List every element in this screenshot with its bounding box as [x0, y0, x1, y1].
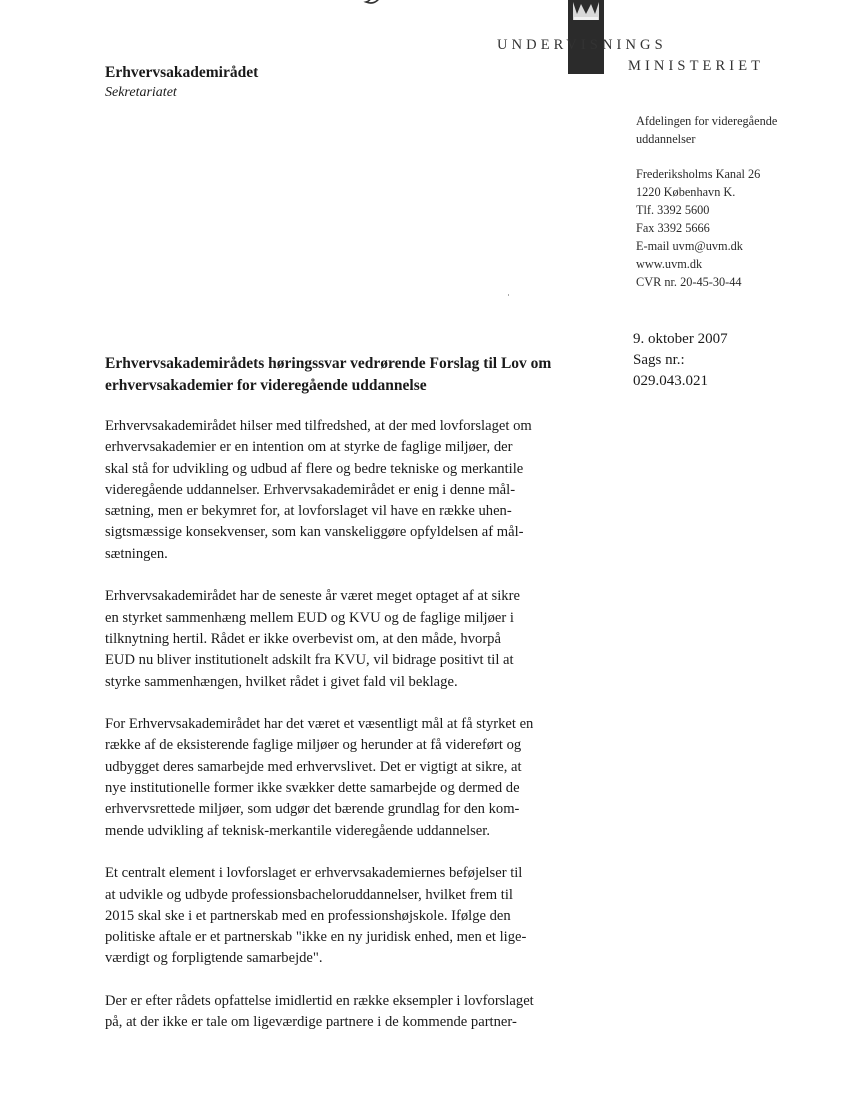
sender-address-block: [636, 112, 836, 291]
email-address: E-mail uvm@uvm.dk: [636, 239, 743, 253]
body-line: sætningen.: [105, 545, 168, 562]
body-line: udbygget deres samarbejde med erhvervslivet. Det er vigtigt at sikre, at: [105, 758, 522, 775]
body-line: skal stå for udvikling og udbud af flere og bedre tekniske og merkantile: [105, 460, 524, 477]
body-paragraph: [105, 416, 595, 565]
body-line: på, at der ikke er tale om ligeværdige partnere i de kommende partner-: [105, 1014, 517, 1031]
fax-number: Fax 3392 5666: [636, 221, 710, 235]
body-line: EUD nu bliver institutionelt adskilt fra KVU, vil bidrage positivt til at: [105, 652, 514, 669]
case-number: 029.043.021: [633, 373, 708, 389]
body-line: at udvikle og udbyde professionsbacheloruddannelser, hvilket frem til: [105, 886, 513, 903]
case-number-label: Sags nr.:: [633, 352, 685, 368]
date-case-block: [633, 329, 728, 392]
website: www.uvm.dk: [636, 257, 703, 271]
body-line: For Erhvervsakademirådet har det været et væsentligt mål at få styrket en: [105, 716, 534, 733]
body-paragraph: [105, 863, 595, 969]
ministry-name-line1: UNDERVISNINGS: [497, 37, 667, 53]
body-line: styrke sammenhængen, hvilket rådet i givet fald vil beklage.: [105, 673, 458, 690]
partial-emblem-icon: [330, 0, 400, 13]
body-line: værdigt og forpligtende samarbejde".: [105, 950, 323, 967]
cvr-number: CVR nr. 20-45-30-44: [636, 275, 742, 289]
body-line: sætning, men er bekymret for, at lovforslaget vil have en række uhen-: [105, 503, 512, 520]
subject-line: erhvervsakademier for videregående uddannelse: [105, 376, 427, 394]
body-line: erhvervsakademier er en intention om at styrke de faglige miljøer, der: [105, 439, 513, 456]
body-line: tilknytning hertil. Rådet er ikke overbevist om, at den måde, hvorpå: [105, 630, 501, 647]
body-paragraph: [105, 991, 595, 1034]
body-line: Erhvervsakademirådet hilser med tilfredshed, at der med lovforslaget om: [105, 418, 532, 434]
subject-line: Erhvervsakademirådets høringssvar vedrørende Forslag til Lov om: [105, 355, 552, 372]
department-line: Afdelingen for videregående: [636, 114, 778, 128]
body-line: erhvervsrettede miljøer, som udgør det bærende grundlag for den kom-: [105, 801, 520, 818]
body-paragraph: [105, 714, 595, 842]
body-line: sigtsmæssige konsekvenser, som kan vanskeliggøre opfyldelsen af mål-: [105, 524, 524, 541]
body-line: nye institutionelle former ikke svækker dette samarbejde og dermed de: [105, 780, 520, 797]
body-line: Der er efter rådets opfattelse imidlertid en række eksempler i lovforslaget: [105, 993, 534, 1010]
phone-number: Tlf. 3392 5600: [636, 203, 710, 217]
ministry-name-line2: MINISTERIET: [628, 58, 765, 74]
body-line: Erhvervsakademirådet har de seneste år været meget optaget af at sikre: [105, 588, 520, 605]
street-address: Frederiksholms Kanal 26: [636, 167, 761, 181]
body-line: Et centralt element i lovforslaget er erhvervsakademiernes beføjelser til: [105, 865, 523, 882]
recipient-subtitle: Sekretariatet: [105, 85, 177, 100]
body-line: række af de eksisterende faglige miljøer og herunder at få videreført og: [105, 737, 522, 754]
department-line: uddannelser: [636, 132, 696, 146]
letter-body: [105, 416, 595, 1055]
body-line: politiske aftale er et partnerskab "ikke en ny juridisk enhed, men et lige-: [105, 929, 527, 946]
body-line: 2015 skal ske i et partnerskab med en professionshøjskole. Ifølge den: [105, 907, 511, 924]
letter-date: 9. oktober 2007: [633, 331, 728, 347]
body-line: mende udvikling af teknisk-merkantile videregående uddannelser.: [105, 822, 490, 839]
body-paragraph: [105, 586, 595, 692]
letter-subject: [105, 353, 595, 396]
recipient-name: Erhvervsakademirådet: [105, 64, 259, 81]
postal-city: 1220 København K.: [636, 185, 736, 199]
scan-speck: [508, 294, 509, 296]
body-line: en styrket sammenhæng mellem EUD og KVU og de faglige miljøer i: [105, 609, 514, 626]
body-line: videregående uddannelser. Erhvervsakademirådet er enig i denne mål-: [105, 481, 516, 498]
